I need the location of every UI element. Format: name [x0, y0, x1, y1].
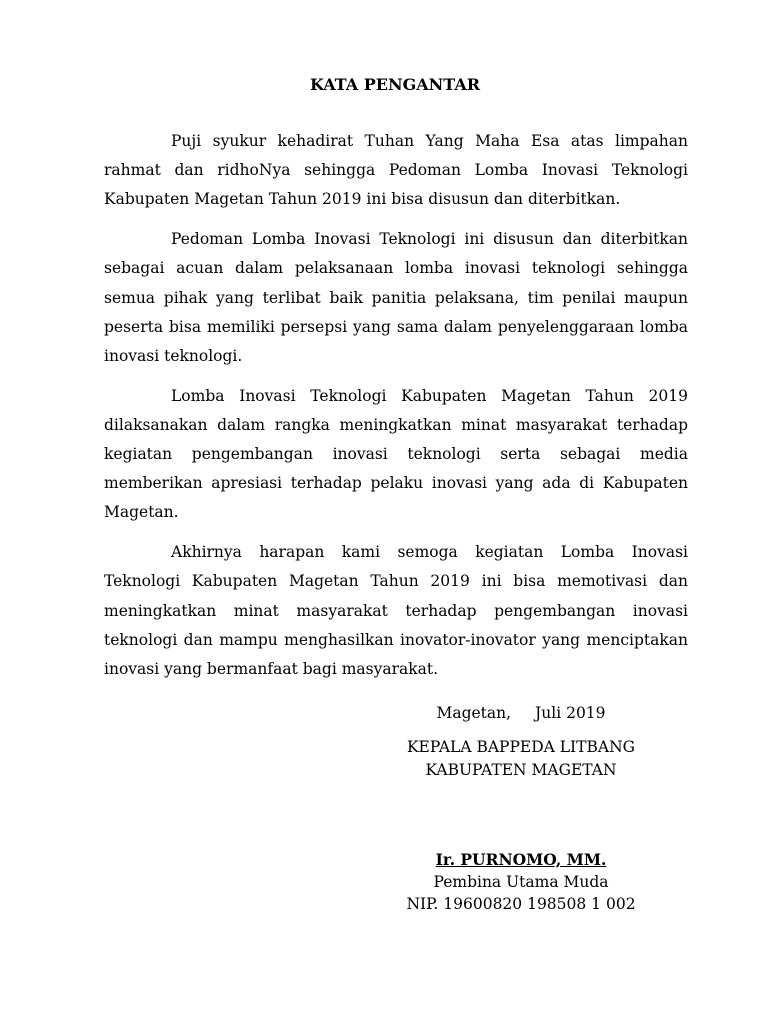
signature-date: Juli 2019 [535, 704, 606, 722]
signature-place-date [356, 704, 686, 722]
signatory-name: Ir. PURNOMO, MM. [435, 850, 607, 869]
signature-office [356, 736, 686, 782]
paragraph-2: Pedoman Lomba Inovasi Teknologi ini disusun dan diterbitkan sebagai acuan dalam pelaksanaan lomba inovasi teknologi sehingga semua pihak yang terlibat baik panitia pelaksana, tim penilai maupun peserta bisa memiliki persepsi yang sama dalam penyelenggaraan lomba inovasi teknologi. [104, 230, 688, 365]
office-line-2: KABUPATEN MAGETAN [425, 761, 617, 779]
page-title: KATA PENGANTAR [309, 75, 481, 94]
signatory-nip: NIP. 19600820 198508 1 002 [406, 895, 636, 913]
paragraph-1: Puji syukur kehadirat Tuhan Yang Maha Esa atas limpahan rahmat dan ridhoNya sehingga Pedoman Lomba Inovasi Teknologi Kabupaten Magetan Tahun 2019 ini bisa disusun dan diterbitkan. [104, 132, 688, 209]
signatory-rank: Pembina Utama Muda [433, 873, 609, 891]
signature-person [356, 849, 686, 915]
paragraph-3: Lomba Inovasi Teknologi Kabupaten Magetan Tahun 2019 dilaksanakan dalam rangka meningkatkan minat masyarakat terhadap kegiatan pengembangan inovasi teknologi serta sebagai media memberikan apresiasi terhadap pelaku inovasi yang ada di Kabupaten Magetan. [104, 386, 688, 522]
document-body [104, 127, 688, 695]
office-line-1: KEPALA BAPPEDA LITBANG [406, 738, 636, 756]
signature-place: Magetan, [436, 704, 512, 722]
paragraph-4: Akhirnya harapan kami semoga kegiatan Lomba Inovasi Teknologi Kabupaten Magetan Tahun 2019 ini bisa memotivasi dan meningkatkan minat masyarakat terhadap pengembangan inovasi teknologi dan mampu menghasilkan inovator-inovator yang menciptakan inovasi yang bermanfaat bagi masyarakat. [104, 543, 688, 678]
